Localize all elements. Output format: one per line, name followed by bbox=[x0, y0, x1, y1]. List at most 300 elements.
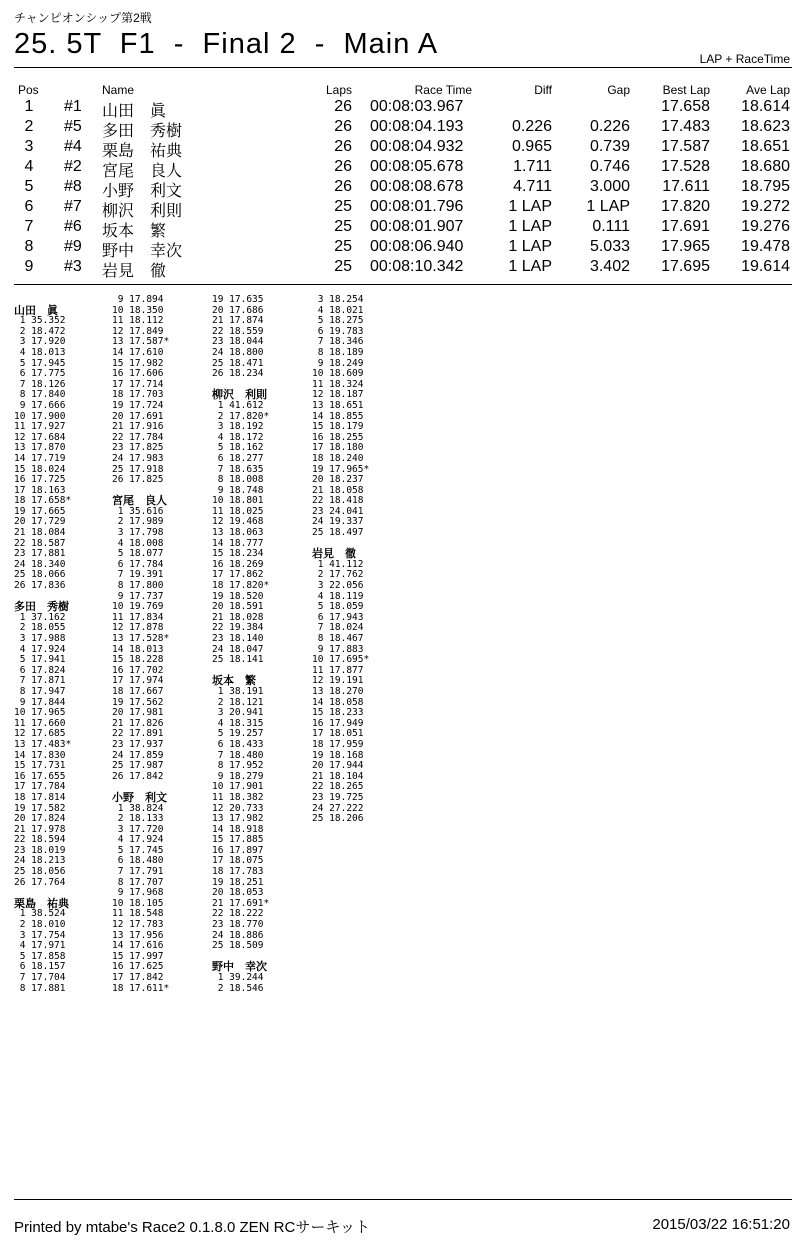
result-ave: 18.680 bbox=[741, 158, 790, 175]
driver-name-heading: 岩見 徹 bbox=[312, 548, 356, 561]
lap-time: 5 17.941 bbox=[14, 654, 66, 666]
lap-time: 4 18.315 bbox=[212, 717, 264, 729]
lap-time: 9 18.748 bbox=[212, 484, 264, 496]
lap-time: 8 18.008 bbox=[212, 474, 264, 486]
lap-time: 4 18.008 bbox=[112, 537, 164, 549]
lap-time: 19 17.635 bbox=[212, 294, 264, 305]
lap-time: 19 17.665 bbox=[14, 505, 66, 517]
lap-time: 23 17.825 bbox=[112, 442, 164, 454]
lap-time: 2 18.472 bbox=[14, 325, 66, 337]
lap-time: 17 18.075 bbox=[212, 855, 264, 867]
lap-time: 13 17.483* bbox=[14, 738, 72, 750]
result-best: 17.587 bbox=[661, 138, 710, 155]
lap-time: 17 17.862 bbox=[212, 569, 264, 581]
lap-time: 15 18.228 bbox=[112, 654, 164, 666]
result-diff: 1 LAP bbox=[508, 218, 552, 235]
result-diff: 1 LAP bbox=[508, 238, 552, 255]
lap-time: 21 18.084 bbox=[14, 527, 66, 539]
result-pos: 8 bbox=[24, 238, 34, 255]
result-time: 00:08:01.907 bbox=[370, 218, 464, 235]
result-pos: 3 bbox=[24, 138, 34, 155]
lap-time: 13 18.063 bbox=[212, 527, 264, 539]
lap-time: 5 18.077 bbox=[112, 548, 164, 560]
lap-time: 6 18.480 bbox=[112, 855, 164, 867]
lap-column bbox=[312, 295, 408, 825]
lap-column bbox=[14, 295, 110, 994]
lap-time: 2 18.546 bbox=[212, 982, 264, 994]
lap-time: 25 17.918 bbox=[112, 463, 164, 475]
result-best: 17.820 bbox=[661, 198, 710, 215]
lap-time: 10 18.801 bbox=[212, 495, 264, 507]
lap-time: 5 17.945 bbox=[14, 357, 66, 369]
lap-time: 14 17.610 bbox=[112, 346, 164, 358]
lap-time: 22 18.222 bbox=[212, 908, 264, 920]
result-no: #4 bbox=[64, 138, 82, 155]
lap-time: 9 17.883 bbox=[312, 643, 364, 655]
lap-time: 24 18.886 bbox=[212, 929, 264, 941]
lap-time: 10 17.695* bbox=[312, 654, 370, 666]
lap-time: 10 18.350 bbox=[112, 304, 164, 316]
result-row bbox=[0, 258, 800, 278]
lap-time: 2 18.133 bbox=[112, 813, 164, 825]
lap-time: 21 17.826 bbox=[112, 717, 164, 729]
lap-time: 24 18.340 bbox=[14, 558, 66, 570]
footer-timestamp: 2015/03/22 16:51:20 bbox=[652, 1216, 790, 1233]
lap-time: 16 18.269 bbox=[212, 558, 264, 570]
lap-time: 9 18.279 bbox=[212, 770, 264, 782]
lap-time: 4 18.021 bbox=[312, 304, 364, 316]
lap-time: 25 18.497 bbox=[312, 527, 364, 539]
lap-time: 8 18.189 bbox=[312, 346, 364, 358]
driver-name-heading: 栗島 祐典 bbox=[14, 897, 69, 910]
result-ave: 19.272 bbox=[741, 198, 790, 215]
result-laps: 25 bbox=[334, 238, 352, 255]
lap-time: 7 17.791 bbox=[112, 866, 164, 878]
lap-time: 14 17.616 bbox=[112, 940, 164, 952]
lap-time: 1 38.191 bbox=[212, 685, 264, 697]
lap-time: 8 17.800 bbox=[112, 580, 164, 592]
lap-time: 16 17.625 bbox=[112, 961, 164, 973]
lap-time: 8 18.467 bbox=[312, 633, 364, 644]
lap-time: 2 17.989 bbox=[112, 516, 164, 528]
lap-time: 12 17.783 bbox=[112, 919, 164, 931]
lap-time: 8 17.881 bbox=[14, 982, 66, 994]
lap-time: 21 17.916 bbox=[112, 421, 164, 433]
lap-time: 22 18.418 bbox=[312, 495, 364, 507]
result-row bbox=[0, 198, 800, 218]
lap-time: 14 18.855 bbox=[312, 410, 364, 422]
lap-time: 5 17.745 bbox=[112, 844, 164, 856]
result-name: 小野 利文 bbox=[102, 183, 183, 200]
lap-time: 2 18.010 bbox=[14, 919, 66, 931]
lap-time: 23 24.041 bbox=[312, 505, 364, 517]
lap-time: 24 17.983 bbox=[112, 452, 164, 464]
lap-time: 18 17.820* bbox=[212, 580, 270, 592]
lap-time: 14 18.058 bbox=[312, 696, 364, 708]
lap-time: 21 18.104 bbox=[312, 770, 364, 782]
lap-time: 6 17.943 bbox=[312, 611, 364, 623]
lap-time: 8 17.840 bbox=[14, 389, 66, 401]
lap-time: 12 17.878 bbox=[112, 622, 164, 634]
lap-time: 12 17.849 bbox=[112, 325, 164, 337]
lap-time: 17 18.051 bbox=[312, 728, 364, 740]
result-row bbox=[0, 138, 800, 158]
lap-time: 22 19.384 bbox=[212, 622, 264, 634]
result-laps: 25 bbox=[334, 218, 352, 235]
lap-time: 18 17.783 bbox=[212, 866, 264, 878]
col-name: Name bbox=[102, 83, 135, 97]
lap-time: 18 18.240 bbox=[312, 452, 364, 464]
lap-time: 20 17.944 bbox=[312, 760, 364, 772]
lap-time: 13 18.651 bbox=[312, 399, 364, 411]
lap-time: 6 17.775 bbox=[14, 368, 66, 380]
results-rule bbox=[14, 284, 792, 285]
lap-time: 5 18.162 bbox=[212, 442, 264, 454]
lap-time: 3 18.192 bbox=[212, 421, 264, 433]
lap-time: 10 17.901 bbox=[212, 781, 264, 793]
lap-time: 7 18.126 bbox=[14, 378, 66, 390]
result-no: #6 bbox=[64, 218, 82, 235]
lap-time: 7 18.024 bbox=[312, 622, 364, 634]
lap-time: 23 17.881 bbox=[14, 548, 66, 560]
result-name: 柳沢 利則 bbox=[102, 203, 183, 220]
lap-time: 2 17.820* bbox=[212, 410, 270, 422]
result-best: 17.528 bbox=[661, 158, 710, 175]
driver-name-heading: 野中 幸次 bbox=[212, 961, 267, 974]
result-diff: 1.711 bbox=[513, 158, 552, 175]
lap-time: 7 17.704 bbox=[14, 972, 66, 983]
lap-time: 12 18.187 bbox=[312, 389, 364, 401]
lap-time: 22 18.587 bbox=[14, 537, 66, 549]
lap-time: 11 17.927 bbox=[14, 421, 66, 433]
lap-time: 1 39.244 bbox=[212, 972, 264, 983]
lap-time: 1 38.524 bbox=[14, 908, 66, 920]
result-time: 00:08:01.796 bbox=[370, 198, 464, 215]
lap-time: 24 18.047 bbox=[212, 643, 264, 655]
lap-time: 20 17.981 bbox=[112, 707, 164, 719]
result-ave: 18.651 bbox=[741, 138, 790, 155]
result-gap: 0.226 bbox=[589, 118, 630, 135]
lap-time: 3 17.720 bbox=[112, 823, 164, 835]
lap-time: 7 18.480 bbox=[212, 749, 264, 761]
lap-time: 4 18.172 bbox=[212, 431, 264, 443]
lap-time: 13 17.587* bbox=[112, 336, 170, 348]
result-laps: 25 bbox=[334, 198, 352, 215]
lap-time: 6 18.157 bbox=[14, 961, 66, 973]
lap-time: 10 18.609 bbox=[312, 368, 364, 380]
lap-time: 10 19.769 bbox=[112, 601, 164, 613]
lap-time: 2 18.121 bbox=[212, 696, 264, 708]
lap-time: 21 18.028 bbox=[212, 611, 264, 623]
lap-time: 6 18.433 bbox=[212, 738, 264, 750]
lap-time: 7 18.635 bbox=[212, 463, 264, 475]
lap-time: 9 17.968 bbox=[112, 887, 164, 899]
lap-time: 22 17.784 bbox=[112, 431, 164, 443]
result-pos: 2 bbox=[24, 118, 34, 135]
result-gap: 0.111 bbox=[592, 218, 630, 235]
lap-time: 22 17.891 bbox=[112, 728, 164, 740]
lap-time: 10 17.900 bbox=[14, 410, 66, 422]
lap-time bbox=[14, 295, 110, 306]
lap-time: 1 35.616 bbox=[112, 505, 164, 517]
lap-time: 6 17.784 bbox=[112, 558, 164, 570]
result-laps: 26 bbox=[334, 138, 352, 155]
lap-time: 26 17.842 bbox=[112, 770, 164, 782]
lap-time: 4 18.013 bbox=[14, 346, 66, 358]
lap-time: 25 18.066 bbox=[14, 569, 66, 581]
driver-name-heading: 宮尾 良人 bbox=[112, 495, 167, 508]
result-laps: 25 bbox=[334, 258, 352, 275]
result-row bbox=[0, 238, 800, 258]
result-time: 00:08:06.940 bbox=[370, 238, 464, 255]
report-mode: LAP + RaceTime bbox=[699, 52, 790, 66]
result-ave: 18.614 bbox=[741, 98, 790, 115]
footer-rule bbox=[14, 1199, 792, 1200]
col-gap: Gap bbox=[607, 83, 630, 97]
lap-time: 4 17.971 bbox=[14, 940, 66, 952]
result-name: 坂本 繁 bbox=[102, 223, 167, 240]
lap-time: 14 17.830 bbox=[14, 749, 66, 761]
lap-time: 23 18.140 bbox=[212, 633, 264, 644]
lap-time: 11 17.834 bbox=[112, 611, 164, 623]
result-no: #2 bbox=[64, 158, 82, 175]
result-diff: 0.965 bbox=[511, 138, 552, 155]
lap-time: 9 17.844 bbox=[14, 696, 66, 708]
result-no: #3 bbox=[64, 258, 82, 275]
lap-time: 20 17.686 bbox=[212, 304, 264, 316]
lap-time: 17 17.842 bbox=[112, 972, 164, 983]
lap-time: 23 18.019 bbox=[14, 844, 66, 856]
result-ave: 18.623 bbox=[741, 118, 790, 135]
lap-time: 20 17.824 bbox=[14, 813, 66, 825]
lap-time: 16 17.702 bbox=[112, 664, 164, 676]
lap-time: 12 17.685 bbox=[14, 728, 66, 740]
lap-time: 16 17.655 bbox=[14, 770, 66, 782]
lap-time: 17 17.784 bbox=[14, 781, 66, 793]
lap-time: 1 41.112 bbox=[312, 558, 364, 570]
lap-time: 15 17.885 bbox=[212, 834, 264, 846]
result-gap: 5.033 bbox=[589, 238, 630, 255]
result-gap: 1 LAP bbox=[586, 198, 630, 215]
lap-time: 24 27.222 bbox=[312, 802, 364, 814]
result-row bbox=[0, 98, 800, 118]
lap-time: 7 19.391 bbox=[112, 569, 164, 581]
driver-name-heading: 柳沢 利則 bbox=[212, 389, 267, 402]
col-ave-lap: Ave Lap bbox=[746, 83, 790, 97]
lap-time: 16 17.606 bbox=[112, 368, 164, 380]
lap-time: 12 19.468 bbox=[212, 516, 264, 528]
lap-time: 20 18.053 bbox=[212, 887, 264, 899]
lap-time: 16 18.255 bbox=[312, 431, 364, 443]
lap-time: 5 17.858 bbox=[14, 950, 66, 962]
lap-time: 15 18.024 bbox=[14, 463, 66, 475]
lap-time: 10 18.105 bbox=[112, 897, 164, 909]
lap-time: 11 18.324 bbox=[312, 378, 364, 390]
result-no: #8 bbox=[64, 178, 82, 195]
lap-time: 23 18.770 bbox=[212, 919, 264, 931]
lap-time: 20 17.729 bbox=[14, 516, 66, 528]
lap-time: 17 17.974 bbox=[112, 675, 164, 687]
lap-time: 20 17.691 bbox=[112, 410, 164, 422]
lap-time: 3 17.920 bbox=[14, 336, 66, 348]
lap-time: 11 18.025 bbox=[212, 505, 264, 517]
result-row bbox=[0, 158, 800, 178]
result-diff: 1 LAP bbox=[508, 198, 552, 215]
lap-time: 14 18.013 bbox=[112, 643, 164, 655]
lap-time: 23 19.725 bbox=[312, 791, 364, 803]
lap-time: 3 17.988 bbox=[14, 633, 66, 644]
lap-time: 19 17.582 bbox=[14, 802, 66, 814]
lap-time: 15 17.982 bbox=[112, 357, 164, 369]
lap-time: 12 17.684 bbox=[14, 431, 66, 443]
lap-time: 21 18.058 bbox=[312, 484, 364, 496]
lap-time: 8 17.947 bbox=[14, 685, 66, 697]
lap-time: 18 17.667 bbox=[112, 685, 164, 697]
lap-time: 5 18.059 bbox=[312, 601, 364, 613]
result-best: 17.483 bbox=[661, 118, 710, 135]
lap-time: 16 17.897 bbox=[212, 844, 264, 856]
lap-time: 26 18.234 bbox=[212, 368, 264, 380]
lap-time: 16 17.725 bbox=[14, 474, 66, 486]
lap-time: 15 18.233 bbox=[312, 707, 364, 719]
result-row bbox=[0, 178, 800, 198]
result-name: 山田 眞 bbox=[102, 103, 167, 120]
result-row bbox=[0, 218, 800, 238]
lap-time: 24 19.337 bbox=[312, 516, 364, 528]
result-best: 17.691 bbox=[661, 218, 710, 235]
report-title: 25. 5T F1 - Final 2 - Main A bbox=[14, 28, 439, 60]
result-time: 00:08:08.678 bbox=[370, 178, 464, 195]
lap-time: 19 18.168 bbox=[312, 749, 364, 761]
lap-time: 19 17.965* bbox=[312, 463, 370, 475]
result-gap: 0.739 bbox=[589, 138, 630, 155]
lap-time: 26 17.764 bbox=[14, 876, 66, 888]
result-no: #1 bbox=[64, 98, 82, 115]
lap-time: 12 19.191 bbox=[312, 675, 364, 687]
lap-time: 11 17.660 bbox=[14, 717, 66, 729]
lap-time: 12 20.733 bbox=[212, 802, 264, 814]
result-gap: 3.402 bbox=[589, 258, 630, 275]
result-pos: 5 bbox=[24, 178, 34, 195]
lap-time: 3 18.254 bbox=[312, 294, 364, 305]
lap-time: 25 18.206 bbox=[312, 813, 364, 825]
result-gap: 3.000 bbox=[589, 178, 630, 195]
lap-time: 4 18.119 bbox=[312, 590, 364, 602]
lap-time: 21 17.874 bbox=[212, 315, 264, 327]
lap-time: 11 17.877 bbox=[312, 664, 364, 676]
lap-time: 14 18.777 bbox=[212, 537, 264, 549]
lap-time: 11 18.112 bbox=[112, 315, 164, 327]
result-name: 野中 幸次 bbox=[102, 243, 183, 260]
lap-time: 11 18.548 bbox=[112, 908, 164, 920]
lap-time: 26 17.825 bbox=[112, 474, 164, 486]
lap-time: 6 19.783 bbox=[312, 325, 364, 337]
lap-time: 25 17.987 bbox=[112, 760, 164, 772]
result-ave: 19.614 bbox=[741, 258, 790, 275]
lap-time: 3 22.056 bbox=[312, 580, 364, 592]
result-name: 栗島 祐典 bbox=[102, 143, 183, 160]
lap-time: 19 18.251 bbox=[212, 876, 264, 888]
driver-name-heading: 小野 利文 bbox=[112, 791, 167, 804]
lap-time: 25 18.471 bbox=[212, 357, 264, 369]
lap-column bbox=[212, 295, 308, 994]
lap-time: 11 18.382 bbox=[212, 791, 264, 803]
result-laps: 26 bbox=[334, 118, 352, 135]
lap-time: 23 18.044 bbox=[212, 336, 264, 348]
result-no: #7 bbox=[64, 198, 82, 215]
lap-time: 16 17.949 bbox=[312, 717, 364, 729]
lap-time: 9 17.894 bbox=[112, 294, 164, 305]
lap-time: 22 18.594 bbox=[14, 834, 66, 846]
lap-time: 3 17.754 bbox=[14, 929, 66, 941]
result-ave: 19.276 bbox=[741, 218, 790, 235]
lap-time: 13 18.270 bbox=[312, 685, 364, 697]
lap-time: 15 17.731 bbox=[14, 760, 66, 772]
driver-name-heading: 坂本 繁 bbox=[212, 675, 256, 688]
lap-column bbox=[112, 295, 208, 994]
lap-time: 18 17.658* bbox=[14, 495, 72, 507]
result-pos: 1 bbox=[24, 98, 34, 115]
lap-time: 1 37.162 bbox=[14, 611, 66, 623]
lap-time: 26 17.836 bbox=[14, 580, 66, 592]
lap-time: 20 18.591 bbox=[212, 601, 264, 613]
lap-time: 4 17.924 bbox=[112, 834, 164, 846]
result-time: 00:08:04.932 bbox=[370, 138, 464, 155]
result-no: #9 bbox=[64, 238, 82, 255]
lap-time: 9 18.249 bbox=[312, 357, 364, 369]
result-time: 00:08:10.342 bbox=[370, 258, 464, 275]
lap-time: 7 17.871 bbox=[14, 675, 66, 687]
result-pos: 7 bbox=[24, 218, 34, 235]
lap-time: 18 17.611* bbox=[112, 982, 170, 994]
result-name: 岩見 徹 bbox=[102, 263, 167, 280]
lap-time: 7 18.346 bbox=[312, 336, 364, 348]
result-ave: 19.478 bbox=[741, 238, 790, 255]
result-best: 17.965 bbox=[661, 238, 710, 255]
lap-time: 17 18.163 bbox=[14, 484, 66, 496]
result-diff: 4.711 bbox=[513, 178, 552, 195]
lap-time: 24 18.800 bbox=[212, 346, 264, 358]
driver-name-heading: 多田 秀樹 bbox=[14, 601, 69, 614]
lap-time: 22 18.265 bbox=[312, 781, 364, 793]
result-laps: 26 bbox=[334, 178, 352, 195]
result-best: 17.611 bbox=[662, 178, 710, 195]
lap-time: 13 17.956 bbox=[112, 929, 164, 941]
lap-time: 2 18.055 bbox=[14, 622, 66, 634]
lap-time: 13 17.982 bbox=[212, 813, 264, 825]
lap-time: 25 18.141 bbox=[212, 654, 264, 666]
result-best: 17.658 bbox=[661, 98, 710, 115]
result-pos: 4 bbox=[24, 158, 34, 175]
result-pos: 6 bbox=[24, 198, 34, 215]
lap-time: 15 17.997 bbox=[112, 950, 164, 962]
lap-time: 1 35.352 bbox=[14, 315, 66, 327]
lap-time: 13 17.870 bbox=[14, 442, 66, 454]
lap-time: 15 18.234 bbox=[212, 548, 264, 560]
lap-time: 4 17.924 bbox=[14, 643, 66, 655]
col-best-lap: Best Lap bbox=[662, 83, 710, 97]
lap-time: 23 17.937 bbox=[112, 738, 164, 750]
lap-time: 2 17.762 bbox=[312, 569, 364, 581]
result-best: 17.695 bbox=[661, 258, 710, 275]
lap-time: 24 17.859 bbox=[112, 749, 164, 761]
result-time: 00:08:05.678 bbox=[370, 158, 464, 175]
lap-time: 24 18.213 bbox=[14, 855, 66, 867]
lap-time: 1 41.612 bbox=[212, 399, 264, 411]
lap-time: 25 18.056 bbox=[14, 866, 66, 878]
result-name: 多田 秀樹 bbox=[102, 123, 183, 140]
lap-time: 19 18.520 bbox=[212, 590, 264, 602]
